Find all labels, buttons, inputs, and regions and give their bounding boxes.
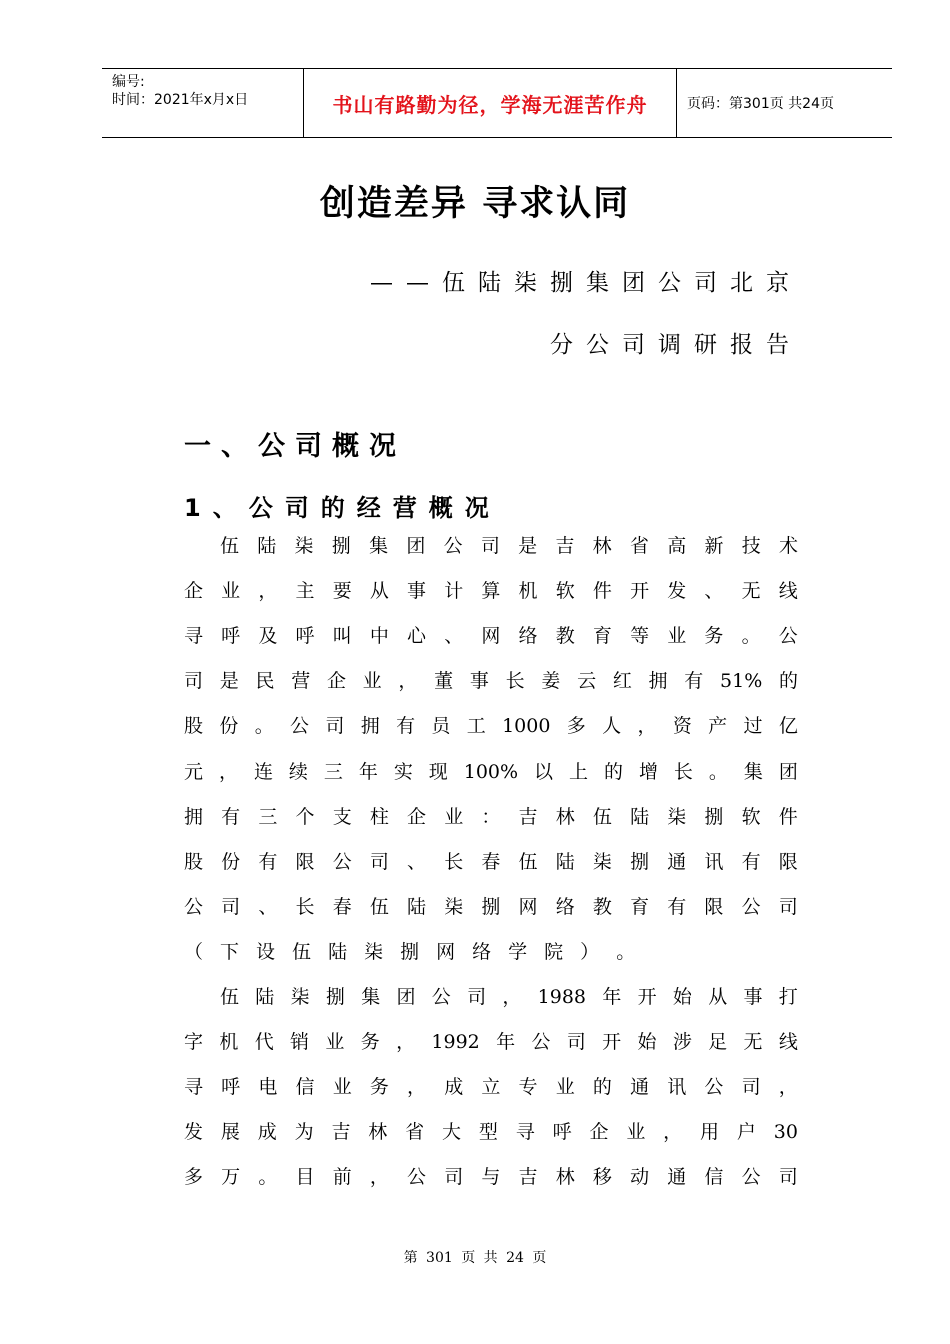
paragraph-char: 。 — [616, 941, 636, 963]
paragraph-char: 年 — [496, 1031, 516, 1053]
paragraph-char: 通 — [630, 1076, 650, 1098]
paragraph-char: 讯 — [704, 851, 724, 873]
paragraph-char: ， — [637, 715, 657, 737]
paragraph-char: ， — [218, 761, 238, 783]
paragraph-char: 多 — [184, 1166, 204, 1188]
paragraph-char: 业 — [221, 580, 241, 602]
paragraph-char: 红 — [612, 670, 632, 692]
paragraph-char: 多 — [566, 715, 586, 737]
paragraph-char: 伍 — [220, 986, 240, 1008]
paragraph-char: 云 — [577, 670, 597, 692]
paragraph-char: 股 — [184, 851, 204, 873]
paragraph-char: 务 — [369, 1076, 389, 1098]
paragraph-line — [220, 985, 798, 1009]
paragraph-char: 吉 — [555, 535, 575, 557]
paragraph-char: 电 — [258, 1076, 278, 1098]
paragraph-char: 吉 — [331, 1121, 351, 1143]
paragraph-char: 捌 — [325, 986, 345, 1008]
paragraph-char: 新 — [704, 535, 724, 557]
paragraph-char: ， — [369, 1166, 389, 1188]
paragraph-char: 院 — [544, 941, 564, 963]
paragraph-char: 公 — [741, 1166, 761, 1188]
paragraph-char: 陆 — [630, 806, 650, 828]
paragraph-char: 业 — [667, 625, 687, 647]
paragraph-char: 络 — [518, 625, 538, 647]
paragraph-char: 要 — [332, 580, 352, 602]
paragraph-char: 员 — [431, 715, 451, 737]
paragraph-char: 前 — [332, 1166, 352, 1188]
section-heading: 一、公司概况 — [184, 431, 406, 462]
time-label: 时间：2021年x月x日 — [112, 92, 249, 108]
paragraph-line — [184, 895, 798, 919]
paragraph-char: 柒 — [294, 535, 314, 557]
paragraph-char: 以 — [534, 761, 554, 783]
document-title: 创造差异 寻求认同 — [319, 184, 631, 224]
subtitle-line-1: ——伍陆柒捌集团公司北京 — [370, 270, 802, 296]
paragraph-line — [184, 624, 798, 648]
paragraph-char: 陆 — [255, 986, 275, 1008]
paragraph-char: 拥 — [360, 715, 380, 737]
paragraph-char: 的 — [592, 1076, 612, 1098]
paragraph-char: 人 — [602, 715, 622, 737]
paragraph-char: 销 — [290, 1031, 310, 1053]
paragraph-char: 民 — [255, 670, 275, 692]
paragraph-char: 陆 — [328, 941, 348, 963]
paragraph-char: 成 — [444, 1076, 464, 1098]
paragraph-char: 移 — [592, 1166, 612, 1188]
paragraph-char: 捌 — [704, 806, 724, 828]
paragraph-char: 的 — [603, 761, 623, 783]
paragraph-line — [184, 760, 798, 784]
paragraph-char: 亿 — [778, 715, 798, 737]
paragraph-char: 线 — [778, 580, 798, 602]
paragraph-char: 司 — [184, 670, 204, 692]
paragraph-char: 业 — [555, 1076, 575, 1098]
paragraph-char: 公 — [431, 986, 451, 1008]
paragraph-char: 开 — [602, 1031, 622, 1053]
paragraph-char: 从 — [369, 580, 389, 602]
paragraph-char: 有 — [741, 851, 761, 873]
paragraph-char: 呼 — [295, 625, 315, 647]
paragraph-char: 件 — [592, 580, 612, 602]
paragraph-char: 。 — [708, 761, 728, 783]
paragraph-char: 通 — [667, 851, 687, 873]
paragraph-char: 等 — [630, 625, 650, 647]
paragraph-char: 字 — [184, 1031, 204, 1053]
paragraph-char: 呼 — [552, 1121, 572, 1143]
paragraph-char: 及 — [258, 625, 278, 647]
paragraph-char: 教 — [592, 896, 612, 918]
paragraph-char: 连 — [253, 761, 273, 783]
paragraph-char: 业 — [444, 806, 464, 828]
paragraph-char: 集 — [743, 761, 763, 783]
paragraph-char: 拥 — [648, 670, 668, 692]
paragraph-line — [184, 1075, 798, 1099]
paragraph-char: 伍 — [292, 941, 312, 963]
paragraph-char: 集 — [369, 535, 389, 557]
paragraph-char: 高 — [667, 535, 687, 557]
paragraph-char: 年 — [602, 986, 622, 1008]
paragraph-char: 限 — [704, 896, 724, 918]
paragraph-char: 设 — [256, 941, 276, 963]
paragraph-char: 姜 — [541, 670, 561, 692]
paragraph-char: 限 — [295, 851, 315, 873]
paragraph-char: 业 — [325, 1031, 345, 1053]
paragraph-char: 学 — [508, 941, 528, 963]
paragraph-char: 长 — [505, 670, 525, 692]
paragraph-char: 动 — [630, 1166, 650, 1188]
paragraph-char: 呼 — [221, 625, 241, 647]
paragraph-char: 信 — [704, 1166, 724, 1188]
paragraph-char: 三 — [323, 761, 343, 783]
paragraph-char: 从 — [708, 986, 728, 1008]
paragraph-char: 、 — [407, 851, 427, 873]
paragraph-char: 工 — [466, 715, 486, 737]
header-meta-cell — [102, 69, 304, 137]
paragraph-char: 有 — [667, 896, 687, 918]
paragraph-line — [184, 1120, 798, 1144]
paragraph-char: 伍 — [518, 851, 538, 873]
paragraph-char: 网 — [481, 625, 501, 647]
paragraph-char: 伍 — [369, 896, 389, 918]
paragraph-char: ， — [502, 986, 522, 1008]
paragraph-char: 实 — [393, 761, 413, 783]
paragraph-char: 寻 — [515, 1121, 535, 1143]
paragraph-char: 无 — [743, 1031, 763, 1053]
paragraph-char: 柒 — [667, 806, 687, 828]
paragraph-char: 省 — [405, 1121, 425, 1143]
paragraph-char: 通 — [667, 1166, 687, 1188]
paragraph-char: 现 — [428, 761, 448, 783]
paragraph-char: 司 — [778, 1166, 798, 1188]
paragraph-char: 足 — [708, 1031, 728, 1053]
paragraph-char: 公 — [290, 715, 310, 737]
paragraph-char: 发 — [667, 580, 687, 602]
motto: 书山有路勤为径，学海无涯苦作舟 — [332, 92, 648, 117]
paragraph-char: 司 — [444, 1166, 464, 1188]
paragraph-char: 线 — [778, 1031, 798, 1053]
paragraph-line — [220, 534, 798, 558]
paragraph-char: ） — [580, 941, 600, 963]
paragraph-char: 成 — [257, 1121, 277, 1143]
paragraph-char: 育 — [630, 896, 650, 918]
paragraph-char: 捌 — [400, 941, 420, 963]
paragraph-char: 股 — [184, 715, 204, 737]
paragraph-char: 营 — [291, 670, 311, 692]
paragraph-line — [184, 805, 798, 829]
paragraph-char: 讯 — [667, 1076, 687, 1098]
paragraph-char: 公 — [332, 851, 352, 873]
paragraph-char: 计 — [444, 580, 464, 602]
paragraph-char: 络 — [555, 896, 575, 918]
paragraph-char: 有 — [396, 715, 416, 737]
paragraph-char: 心 — [407, 625, 427, 647]
paragraph-char: 涉 — [672, 1031, 692, 1053]
paragraph-char: 用 — [700, 1121, 720, 1143]
paragraph-char: 司 — [778, 896, 798, 918]
paragraph-char: 林 — [555, 806, 575, 828]
paragraph-char: 络 — [472, 941, 492, 963]
paragraph-char: 寻 — [184, 1076, 204, 1098]
paragraph-char: 51% — [720, 670, 763, 692]
paragraph-char: 100% — [463, 761, 519, 783]
paragraph-char: 省 — [629, 535, 649, 557]
paragraph-char: 业 — [332, 1076, 352, 1098]
paragraph-char: 司 — [221, 896, 241, 918]
paragraph-char: 柒 — [364, 941, 384, 963]
paragraph-char: 立 — [481, 1076, 501, 1098]
paragraph-char: 司 — [741, 1076, 761, 1098]
paragraph-char: 户 — [736, 1121, 756, 1143]
paragraph-char: 机 — [518, 580, 538, 602]
paragraph-char: 发 — [184, 1121, 204, 1143]
paragraph-char: 长 — [444, 851, 464, 873]
paragraph-char: 。 — [741, 625, 761, 647]
paragraph-line — [184, 714, 798, 738]
paragraph-char: 团 — [396, 986, 416, 1008]
paragraph-char: 主 — [295, 580, 315, 602]
paragraph-char: 务 — [360, 1031, 380, 1053]
page-header — [102, 68, 892, 138]
paragraph-char: 陆 — [555, 851, 575, 873]
paragraph-char: 寻 — [184, 625, 204, 647]
paragraph-char: 始 — [672, 986, 692, 1008]
paragraph-char: 事 — [743, 986, 763, 1008]
paragraph-char: 司 — [566, 1031, 586, 1053]
paragraph-char: 30 — [773, 1121, 798, 1143]
paragraph-char: 伍 — [592, 806, 612, 828]
paragraph-char: 有 — [258, 851, 278, 873]
paragraph-char: 打 — [778, 986, 798, 1008]
paragraph-char: 公 — [407, 1166, 427, 1188]
paragraph-char: 长 — [673, 761, 693, 783]
paragraph-char: 限 — [778, 851, 798, 873]
subsection-heading: 1、公司的经营概况 — [184, 494, 501, 522]
paragraph-char: 公 — [704, 1076, 724, 1098]
paragraph-char: 软 — [555, 580, 575, 602]
paragraph-char: 伍 — [220, 535, 240, 557]
paragraph-char: 柒 — [444, 896, 464, 918]
paragraph-char: 公 — [741, 896, 761, 918]
paragraph-char: 吉 — [518, 806, 538, 828]
paragraph-char: 公 — [184, 896, 204, 918]
paragraph-char: 企 — [184, 580, 204, 602]
number-label: 编号: — [112, 74, 145, 90]
paragraph-char: 大 — [442, 1121, 462, 1143]
paragraph-char: （ — [184, 941, 204, 963]
paragraph-char: 长 — [295, 896, 315, 918]
paragraph-line — [184, 940, 798, 964]
paragraph-char: 司 — [467, 986, 487, 1008]
paragraph-char: 展 — [220, 1121, 240, 1143]
header-page-cell — [677, 69, 892, 137]
paragraph-char: 资 — [672, 715, 692, 737]
paragraph-char: 拥 — [184, 806, 204, 828]
paragraph-char: 业 — [362, 670, 382, 692]
paragraph-char: 林 — [555, 1166, 575, 1188]
paragraph-char: 技 — [741, 535, 761, 557]
paragraph-char: 件 — [778, 806, 798, 828]
paragraph-char: 、 — [704, 580, 724, 602]
paragraph-char: 上 — [569, 761, 589, 783]
paragraph-char: 教 — [555, 625, 575, 647]
paragraph-char: 网 — [518, 896, 538, 918]
paragraph-char: 柒 — [592, 851, 612, 873]
paragraph-line — [184, 669, 798, 693]
paragraph-char: 公 — [443, 535, 463, 557]
paragraph-char: ， — [663, 1121, 683, 1143]
header-motto-cell — [304, 69, 677, 137]
paragraph-char: 司 — [369, 851, 389, 873]
paragraph-char: 捌 — [481, 896, 501, 918]
paragraph-char: 个 — [295, 806, 315, 828]
paragraph-char: 集 — [361, 986, 381, 1008]
subtitle-line-2: 分公司调研报告 — [550, 332, 802, 358]
paragraph-char: 1000 — [502, 715, 551, 737]
paragraph-line — [184, 579, 798, 603]
paragraph-char: 董 — [434, 670, 454, 692]
paragraph-char: 信 — [295, 1076, 315, 1098]
page-footer: 第 301 页 共 24 页 — [403, 1250, 547, 1266]
paragraph-char: 开 — [630, 580, 650, 602]
paragraph-char: 开 — [637, 986, 657, 1008]
paragraph-char: 机 — [219, 1031, 239, 1053]
paragraph-char: 1992 — [431, 1031, 480, 1053]
paragraph-char: 春 — [481, 851, 501, 873]
paragraph-char: 万 — [221, 1166, 241, 1188]
paragraph-char: 叫 — [332, 625, 352, 647]
paragraph-char: 专 — [518, 1076, 538, 1098]
paragraph-char: 是 — [518, 535, 538, 557]
paragraph-char: 。 — [258, 1166, 278, 1188]
paragraph-char: 始 — [637, 1031, 657, 1053]
paragraph-char: 元 — [184, 761, 204, 783]
paragraph-char: 业 — [626, 1121, 646, 1143]
paragraph-char: 型 — [478, 1121, 498, 1143]
paragraph-char: ， — [258, 580, 278, 602]
paragraph-char: 司 — [325, 715, 345, 737]
paragraph-char: ： — [481, 806, 501, 828]
paragraph-char: 代 — [254, 1031, 274, 1053]
paragraph-char: 吉 — [518, 1166, 538, 1188]
paragraph-char: 有 — [684, 670, 704, 692]
paragraph-char: 捌 — [331, 535, 351, 557]
paragraph-char: 产 — [708, 715, 728, 737]
paragraph-line — [184, 1165, 798, 1189]
paragraph-char: 育 — [592, 625, 612, 647]
paragraph-char: 三 — [258, 806, 278, 828]
paragraph-char: 有 — [221, 806, 241, 828]
paragraph-char: 林 — [368, 1121, 388, 1143]
paragraph-char: 事 — [469, 670, 489, 692]
paragraph-char: ， — [407, 1076, 427, 1098]
paragraph-char: 网 — [436, 941, 456, 963]
paragraph-line — [184, 1030, 798, 1054]
paragraph-char: 下 — [220, 941, 240, 963]
paragraph-char: 团 — [406, 535, 426, 557]
paragraph-char: 中 — [369, 625, 389, 647]
page-info: 页码：第301页 共24页 — [687, 96, 834, 112]
paragraph-char: 务 — [704, 625, 724, 647]
paragraph-char: ， — [778, 1076, 798, 1098]
paragraph-char: 年 — [358, 761, 378, 783]
paragraph-char: 陆 — [257, 535, 277, 557]
paragraph-char: 团 — [778, 761, 798, 783]
paragraph-char: 司 — [480, 535, 500, 557]
paragraph-char: 术 — [778, 535, 798, 557]
paragraph-char: 、 — [444, 625, 464, 647]
paragraph-line — [184, 850, 798, 874]
paragraph-char: ， — [396, 1031, 416, 1053]
paragraph-char: 事 — [407, 580, 427, 602]
paragraph-char: 公 — [531, 1031, 551, 1053]
paragraph-char: 续 — [288, 761, 308, 783]
paragraph-char: 企 — [407, 806, 427, 828]
paragraph-char: 份 — [219, 715, 239, 737]
paragraph-char: 是 — [219, 670, 239, 692]
paragraph-char: 陆 — [407, 896, 427, 918]
paragraph-char: 春 — [332, 896, 352, 918]
paragraph-char: 林 — [592, 535, 612, 557]
paragraph-char: 、 — [258, 896, 278, 918]
paragraph-char: 支 — [332, 806, 352, 828]
paragraph-char: 增 — [638, 761, 658, 783]
paragraph-char: 软 — [741, 806, 761, 828]
paragraph-char: ， — [398, 670, 418, 692]
paragraph-char: 呼 — [221, 1076, 241, 1098]
paragraph-char: 1988 — [537, 986, 587, 1008]
paragraph-char: 企 — [326, 670, 346, 692]
paragraph-char: 柒 — [290, 986, 310, 1008]
paragraph-char: 过 — [743, 715, 763, 737]
paragraph-char: 公 — [778, 625, 798, 647]
paragraph-char: 无 — [741, 580, 761, 602]
paragraph-char: 企 — [589, 1121, 609, 1143]
paragraph-char: 捌 — [630, 851, 650, 873]
paragraph-char: 为 — [294, 1121, 314, 1143]
paragraph-char: 与 — [481, 1166, 501, 1188]
paragraph-char: 。 — [254, 715, 274, 737]
paragraph-char: 份 — [221, 851, 241, 873]
paragraph-char: 算 — [481, 580, 501, 602]
paragraph-char: 目 — [295, 1166, 315, 1188]
paragraph-char: 的 — [778, 670, 798, 692]
paragraph-char: 柱 — [369, 806, 389, 828]
